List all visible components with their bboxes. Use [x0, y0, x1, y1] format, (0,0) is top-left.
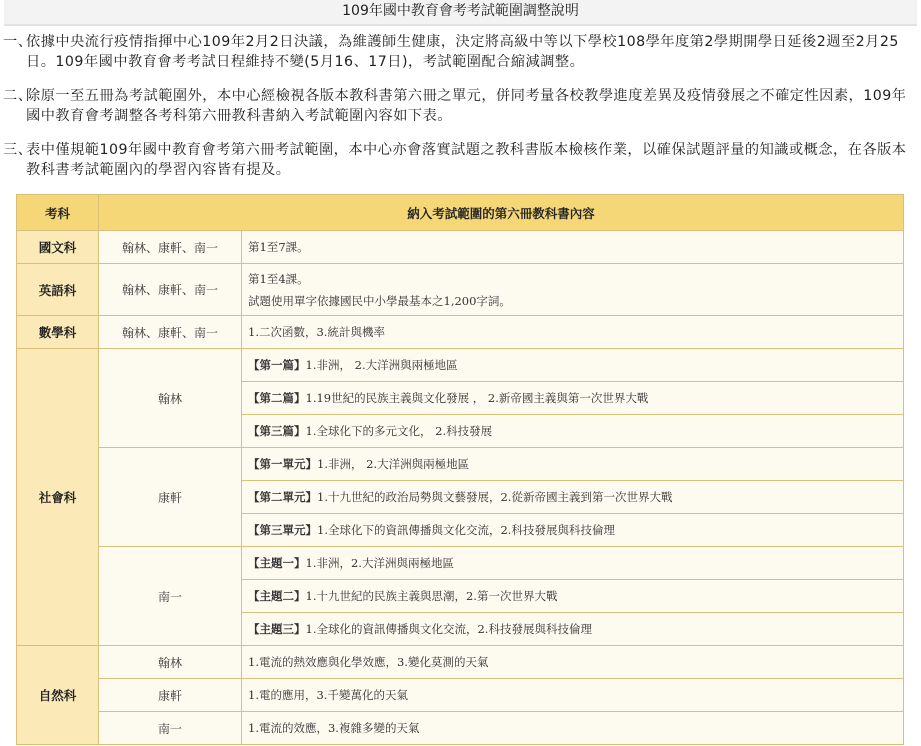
content-cell: 1.電流的效應，3.複雜多變的天氣	[242, 712, 904, 745]
unit-tag: 【第三單元】	[248, 523, 317, 537]
publisher-cell: 康軒	[99, 679, 242, 712]
content-cell	[242, 349, 904, 382]
unit-text: 1.全球化下的資訊傳播與文化交流，2.科技發展與科技倫理	[317, 523, 615, 537]
paragraph-2	[0, 86, 921, 126]
content-cell: 1.二次函數，3.統計與機率	[242, 316, 904, 349]
exam-scope-table	[16, 194, 904, 745]
content-cell	[242, 613, 904, 646]
content-cell: 1.電的應用，3.千變萬化的天氣	[242, 679, 904, 712]
table-row	[17, 679, 904, 712]
content-line: 試題使用單字依據國民中小學最基本之1,200字詞。	[248, 293, 511, 308]
publishers-cell: 翰林、康軒、南一	[99, 316, 242, 349]
unit-tag: 【第一單元】	[248, 457, 317, 471]
content-cell	[242, 382, 904, 415]
subject-math: 數學科	[17, 316, 99, 349]
unit-tag: 【第二單元】	[248, 490, 317, 504]
paragraph-1	[0, 32, 921, 72]
publishers-cell: 翰林、康軒、南一	[99, 231, 242, 264]
unit-tag: 【主題二】	[248, 589, 306, 603]
paragraph-number: 一、	[3, 34, 33, 50]
publisher-cell: 南一	[99, 712, 242, 745]
subject-science: 自然科	[17, 646, 99, 745]
unit-text: 1.非洲， 2.大洋洲與兩極地區	[305, 358, 458, 372]
table-row	[17, 712, 904, 745]
unit-text: 1.非洲，2.大洋洲與兩極地區	[305, 556, 454, 570]
unit-text: 1.全球化的資訊傳播與文化交流，2.科技發展與科技倫理	[305, 622, 592, 636]
unit-text: 1.19世紀的民族主義與文化發展 ， 2.新帝國主義與第一次世界大戰	[305, 391, 649, 405]
unit-tag: 【主題三】	[248, 622, 306, 636]
unit-text: 1.十九世紀的政治局勢與文藝發展，2.從新帝國主義到第一次世界大戰	[317, 490, 673, 504]
unit-text: 1.全球化下的多元文化， 2.科技發展	[305, 424, 493, 438]
paragraph-number: 二、	[3, 88, 33, 104]
paragraph-number: 三、	[3, 142, 33, 158]
table-row	[17, 231, 904, 264]
unit-tag: 【第二篇】	[248, 391, 306, 405]
unit-tag: 【第三篇】	[248, 424, 306, 438]
unit-tag: 【第一篇】	[248, 358, 306, 372]
content-cell	[242, 415, 904, 448]
subject-english: 英語科	[17, 264, 99, 316]
table-row	[17, 264, 904, 316]
paragraph-3	[0, 140, 921, 180]
content-cell	[242, 264, 904, 316]
content-cell	[242, 514, 904, 547]
table-row	[17, 349, 904, 382]
table-row	[17, 448, 904, 481]
unit-tag: 【主題一】	[248, 556, 306, 570]
table-row	[17, 646, 904, 679]
content-cell	[242, 448, 904, 481]
paragraph-text: 表中僅規範109年國中教育會考第六冊考試範圍，本中心亦會落實試題之教科書版本檢核作業，以確保試題評量的知識或概念，在各版本教科書考試範圍內的學習內容皆有提及。	[26, 142, 907, 178]
unit-text: 1.十九世紀的民族主義與思潮，2.第一次世界大戰	[305, 589, 558, 603]
page-title: 109年國中教育會考考試範圍調整說明	[4, 0, 917, 26]
content-line: 第1至4課。	[248, 271, 309, 286]
unit-text: 1.非洲， 2.大洋洲與兩極地區	[317, 457, 470, 471]
content-cell: 第1至7課。	[242, 231, 904, 264]
publisher-cell: 康軒	[99, 448, 242, 547]
publisher-cell: 南一	[99, 547, 242, 646]
content-cell	[242, 481, 904, 514]
paragraph-text: 除原一至五冊為考試範圍外，本中心經檢視各版本教科書第六冊之單元，併同考量各校教學進度差異及疫情發展之不確定性因素，109年國中教育會考調整各考科第六冊教科書納入考試範圍內容如下表。	[26, 88, 907, 124]
content-cell	[242, 580, 904, 613]
subject-chinese: 國文科	[17, 231, 99, 264]
header-content: 納入考試範圍的第六冊教科書內容	[99, 195, 904, 231]
subject-social: 社會科	[17, 349, 99, 646]
publishers-cell: 翰林、康軒、南一	[99, 264, 242, 316]
publisher-cell: 翰林	[99, 646, 242, 679]
paragraph-text: 依據中央流行疫情指揮中心109年2月2日決議，為維護師生健康，決定將高級中等以下學校108學年度第2學期開學日延後2週至2月25日。109年國中教育會考考試日程維持不變(5月16、17日)，考試範圍配合縮減調整。	[26, 34, 899, 70]
header-subject: 考科	[17, 195, 99, 231]
table-row	[17, 547, 904, 580]
table-header-row	[17, 195, 904, 231]
publisher-cell: 翰林	[99, 349, 242, 448]
content-cell: 1.電流的熱效應與化學效應，3.變化莫測的天氣	[242, 646, 904, 679]
table-row	[17, 316, 904, 349]
content-cell	[242, 547, 904, 580]
